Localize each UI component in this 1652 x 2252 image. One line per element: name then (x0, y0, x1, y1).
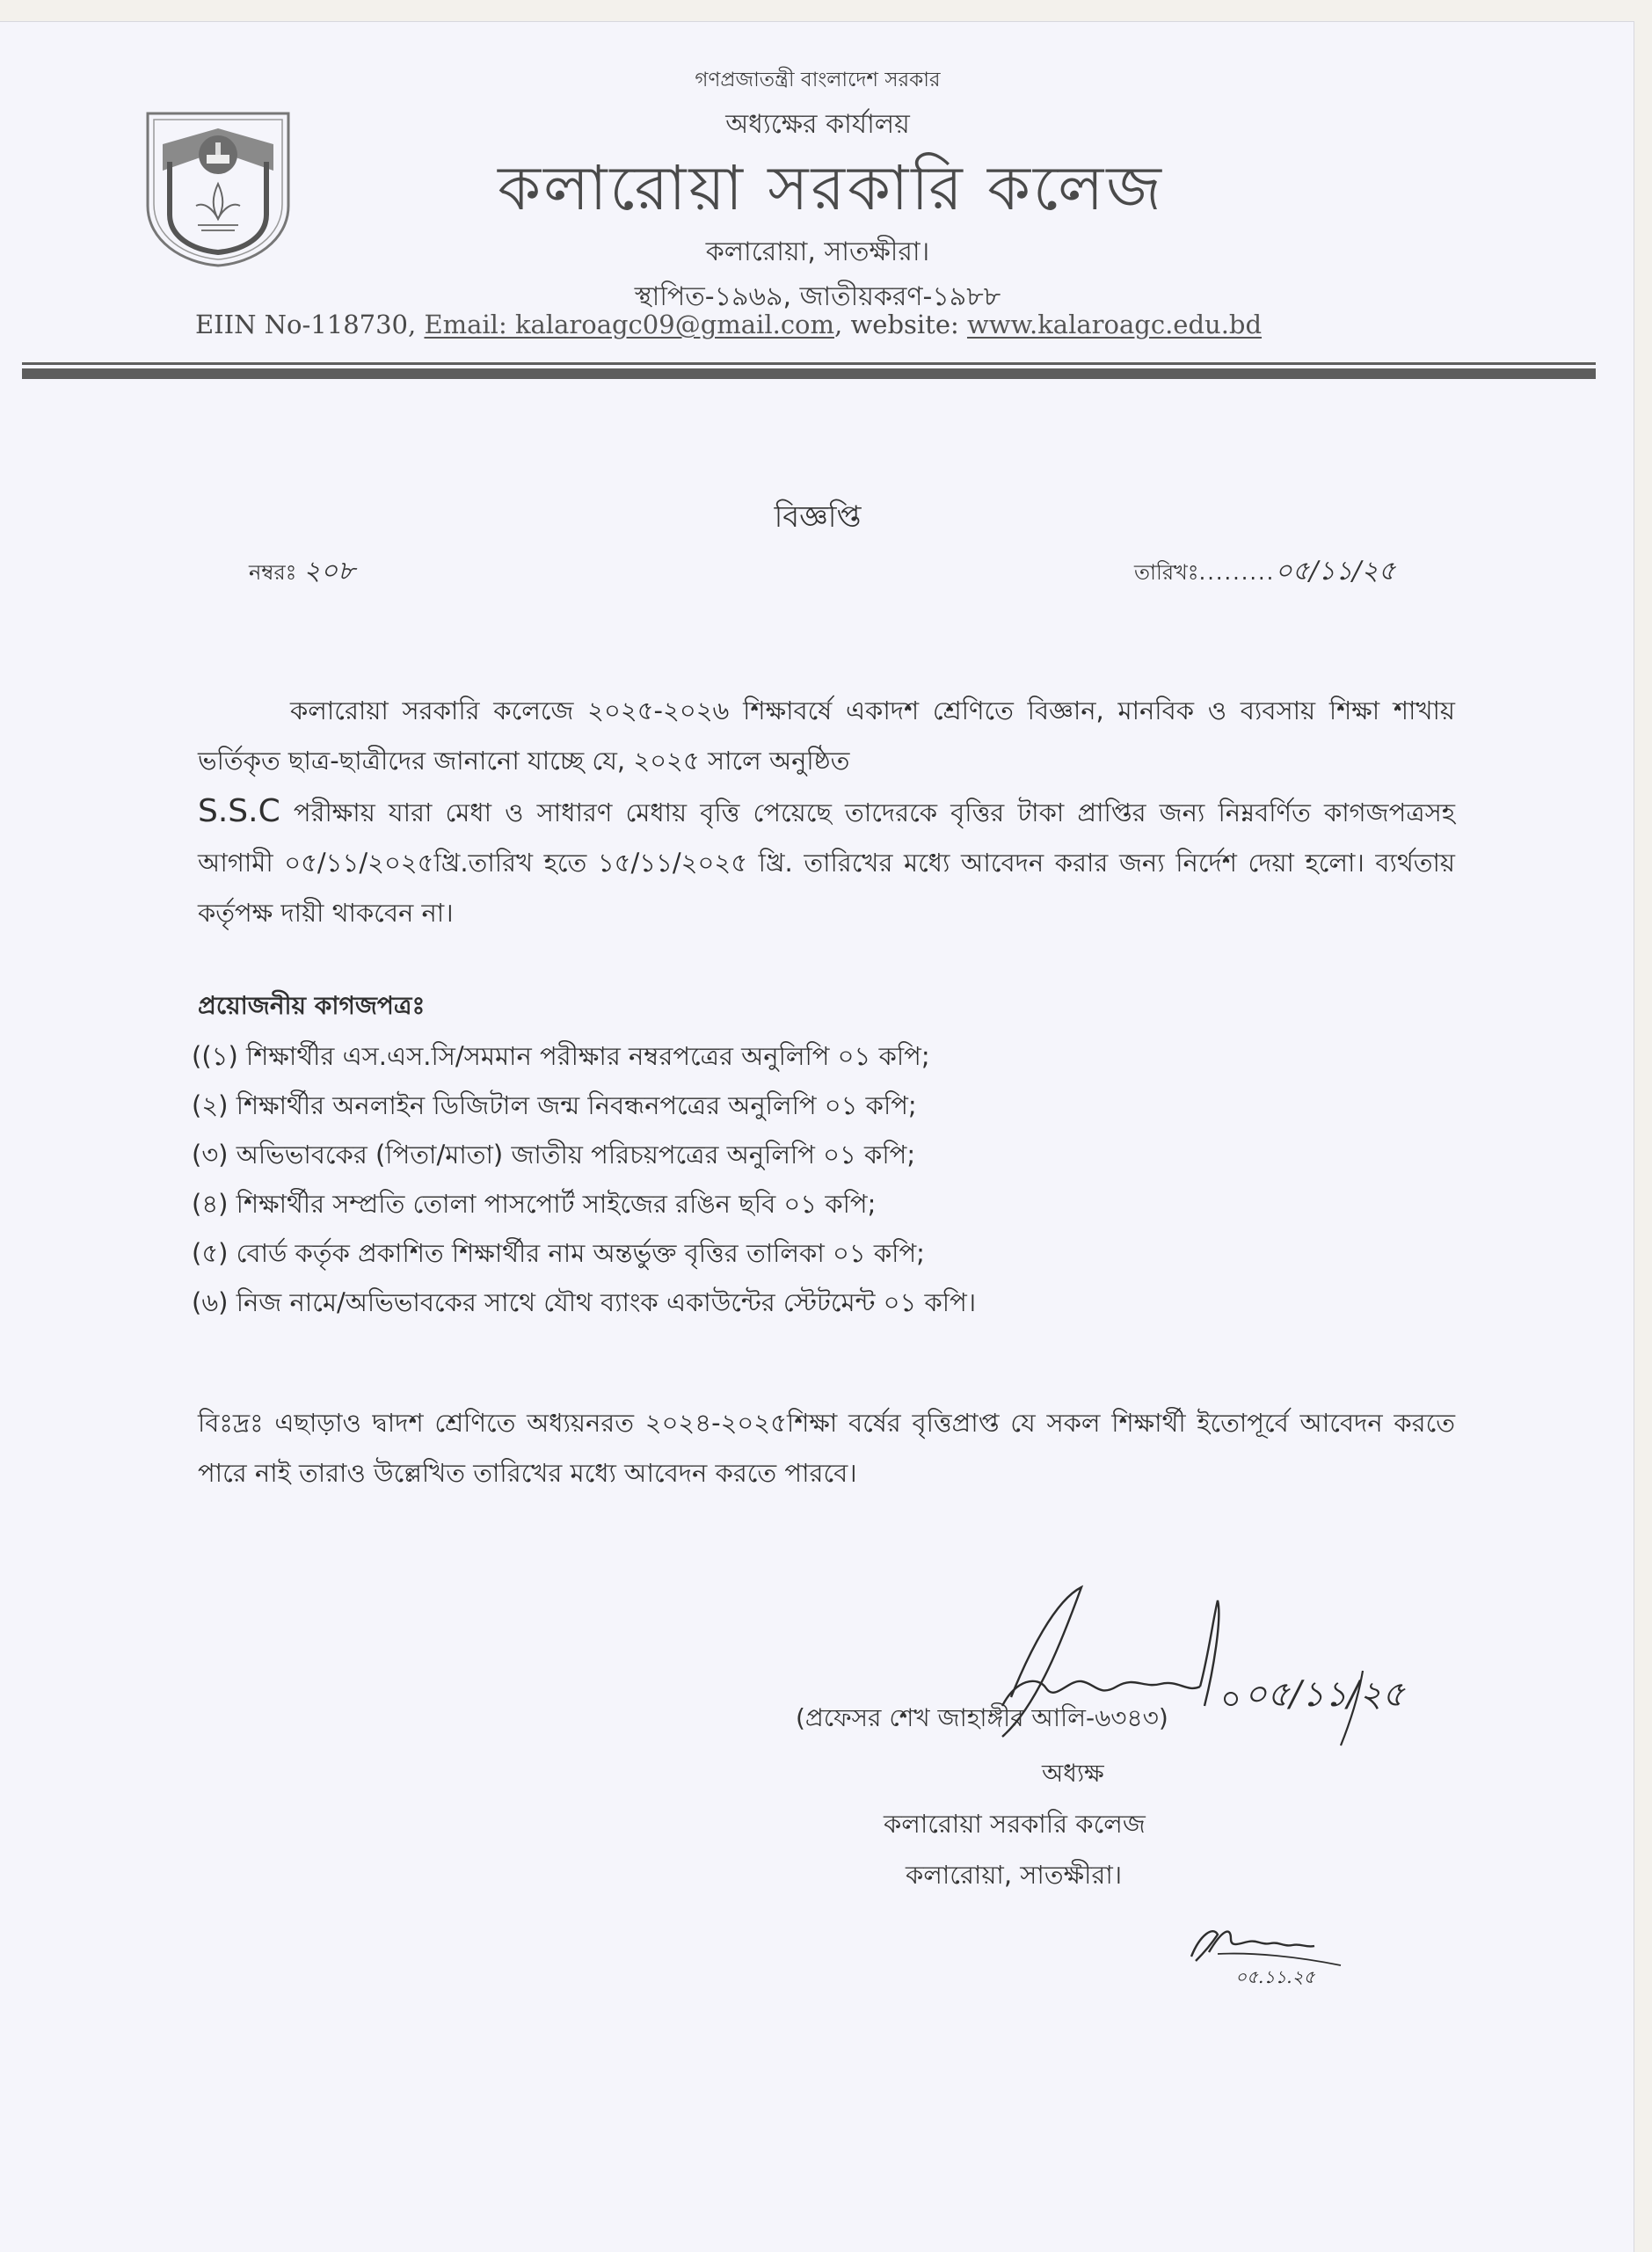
notice-title: বিজ্ঞপ্তি (774, 499, 862, 535)
notice-body-paragraph (198, 686, 1455, 938)
office-heading: অধ্যক্ষের কার্যালয় (725, 109, 910, 140)
requirements-list (192, 1031, 976, 1327)
note-text: বিঃদ্রঃ এছাড়াও দ্বাদশ শ্রেণিতে অধ্যয়নরত ২০২৪-২০২৫শিক্ষা বর্ষের বৃত্তিপ্রাপ্ত যে সকল শিক্ষার্থী ইতোপূর্বে আবেদন করতে পারে নাই তারাও উল্লেখিত তারিখের মধ্যে আবেদন করতে পারবে। (198, 1408, 1455, 1488)
requirement-item: (৪) শিক্ষার্থীর সম্প্রতি তোলা পাসপোর্ট সাইজের রঙিন ছবি ০১ কপি; (192, 1189, 877, 1219)
signatory-college: কলারোয়া সরকারি কলেজ (884, 1809, 1146, 1839)
notice-date-dots: ......... (1198, 560, 1276, 585)
reference-number-value: ২০৮ (303, 556, 355, 587)
header-divider-thick (22, 368, 1596, 379)
header-divider-thin (22, 362, 1596, 365)
note-section (198, 1398, 1455, 1498)
requirement-item: (২) শিক্ষার্থীর অনলাইন ডিজিটাল জন্ম নিবন্ধনপত্রের অনুলিপি ০১ কপি; (192, 1090, 917, 1120)
body-part-1: কলারোয়া সরকারি কলেজে ২০২৫-২০২৬ শিক্ষাবর্ষে একাদশ শ্রেণিতে বিজ্ঞান, মানবিক ও ব্যবসায় শিক্ষা শাখায় ভর্তিকৃত ছাত্র-ছাত্রীদের জানানো যাচ্ছে যে, ২০২৫ সালে অনুষ্ঠিত (198, 696, 1455, 776)
signature-date: ০৫/১১/২৫ (1244, 1674, 1405, 1715)
requirement-item: ((১) শিক্ষার্থীর এস.এস.সি/সমমান পরীক্ষার নম্বরপত্রের অনুলিপি ০১ কপি; (192, 1041, 930, 1071)
college-name: কলারোয়া সরকারি কলেজ (498, 152, 1164, 224)
signatory-name: (প্রফেসর শেখ জাহাঙ্গীর আলি-৬৩৪৩) (796, 1703, 1168, 1732)
reference-number-label: নম্বরঃ (249, 560, 297, 585)
notice-date-value: ০৫/১১/২৫ (1275, 556, 1396, 587)
requirements-heading: প্রয়োজনীয় কাগজপত্রঃ (198, 991, 426, 1020)
notice-date-label: তারিখঃ (1134, 560, 1199, 585)
college-location: কলারোয়া, সাতক্ষীরা। (705, 237, 930, 267)
requirement-item: (৫) বোর্ড কর্তৃক প্রকাশিত শিক্ষার্থীর নাম অন্তর্ভুক্ত বৃত্তির তালিকা ০১ কপি; (192, 1238, 925, 1268)
signatory-designation: অধ্যক্ষ (1042, 1759, 1104, 1788)
notice-date (1134, 550, 1395, 594)
reference-number (249, 550, 355, 594)
contact-line (195, 310, 1262, 339)
establishment-info: স্থাপিত-১৯৬৯, জাতীয়করণ-১৯৮৮ (634, 281, 1001, 312)
email-link[interactable]: Email: kalaroagc09@gmail.com (424, 310, 835, 339)
website-link[interactable]: www.kalaroagc.edu.bd (966, 310, 1263, 339)
notice-body (198, 686, 1455, 938)
initials-signature (1183, 1917, 1358, 1987)
requirement-item: (৬) নিজ নামে/অভিভাবকের সাথে যৌথ ব্যাংক একাউন্টের স্টেটমেন্ট ০১ কপি। (192, 1287, 977, 1317)
government-heading: গণপ্রজাতন্ত্রী বাংলাদেশ সরকার (695, 69, 941, 91)
body-part-2: পরীক্ষায় যারা মেধা ও সাধারণ মেধায় বৃত্তি পেয়েছে তাদেরকে বৃত্তির টাকা প্রাপ্তির জন্য নিম্নবর্ণিত কাগজপত্রসহ আগামী ০৫/১১/২০২৫খ্রি.তারিখ হতে ১৫/১১/২০২৫ খ্রি. তারিখের মধ্যে আবেদন করার জন্য নির্দেশ দেয়া হলো। ব্যর্থতায় কর্তৃপক্ষ দায়ী থাকবেন না। (198, 798, 1455, 928)
initials-date: ০৫.১১.২৫ (1235, 1966, 1315, 1987)
eiin-number: EIIN No-118730, (195, 310, 417, 339)
signatory-town: কলারোয়া, সাতক্ষীরা। (906, 1860, 1123, 1890)
website-label: , website: (834, 310, 959, 339)
requirement-item: (৩) অভিভাবকের (পিতা/মাতা) জাতীয় পরিচয়পত্রের অনুলিপি ০১ কপি; (192, 1140, 916, 1170)
body-ssc: S.S.C (198, 793, 280, 829)
